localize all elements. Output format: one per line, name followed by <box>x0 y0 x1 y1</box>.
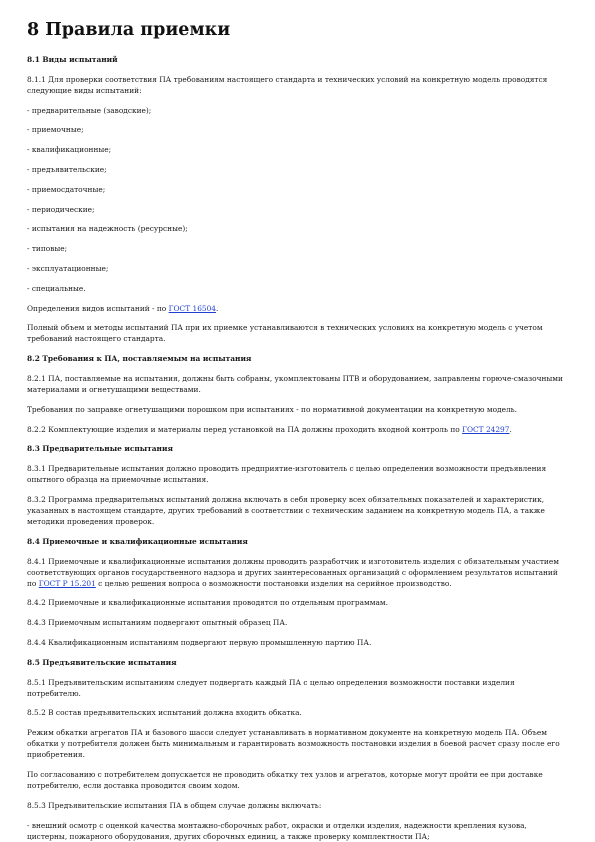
paragraph: По согласованию с потребителем допускается не проводить обкатку тех узлов и агрегатов, которые могут пройти ее при доставке потребителю, если доставка проводится своим ходом. <box>27 769 543 790</box>
paragraph: 8.5.2 В состав предъявительских испытаний должна входить обкатка. <box>27 708 302 718</box>
paragraph: 8.4.4 Квалификационным испытаниям подвергают первую промышленную партию ПА. <box>27 637 372 647</box>
paragraph: - приемосдаточные; <box>27 184 106 194</box>
paragraph: Режим обкатки агрегатов ПА и базового шасси следует устанавливать в нормативном документе на конкретную модель ПА. Объем обкатки у потребителя должен быть минимальным и гарантировать возможность постановки изделия в боевой расчет сразу после его приобретения. <box>27 728 560 760</box>
section-heading: 8.4 Приемочные и квалификационные испытания <box>27 536 248 546</box>
paragraph: - квалификационные; <box>27 145 112 155</box>
standard-link[interactable]: ГОСТ 24297 <box>462 424 510 434</box>
paragraph: 8.2.2 Комплектующие изделия и материалы перед установкой на ПА должны проходить входной контроль по ГОСТ 24297. <box>27 424 512 434</box>
paragraph: - специальные. <box>27 283 86 293</box>
paragraph: - испытания на надежность (ресурсные); <box>27 224 188 234</box>
document-body <box>27 54 568 842</box>
paragraph: 8.5.3 Предъявительские испытания ПА в общем случае должны включать: <box>27 800 322 810</box>
section-heading: 8.5 Предъявительские испытания <box>27 657 177 667</box>
section-heading: 8.1 Виды испытаний <box>27 55 118 64</box>
paragraph: - типовые; <box>27 244 68 254</box>
paragraph: 8.5.1 Предъявительским испытаниям следует подвергать каждый ПА с целью определения возможности поставки изделия потребителю. <box>27 677 515 698</box>
paragraph: 8.3.1 Предварительные испытания должно проводить предприятие-изготовитель с целью определения возможности предъявления опытного образца на приемочные испытания. <box>27 464 547 485</box>
paragraph: 8.1.1 Для проверки соответствия ПА требованиям настоящего стандарта и технических условий на конкретную модель проводятся следующие виды испытаний: <box>27 74 548 95</box>
paragraph: 8.4.2 Приемочные и квалификационные испытания проводятся по отдельным программам. <box>27 598 388 608</box>
paragraph: - эксплуатационные; <box>27 263 109 273</box>
paragraph: - периодические; <box>27 204 95 214</box>
section-heading: 8.3 Предварительные испытания <box>27 444 173 454</box>
paragraph: 8.3.2 Программа предварительных испытаний должна включать в себя проверку всех обязательных показателей и характеристик, указанных в настоящем стандарте, других требований в соответствии с техническим заданием на конкретную модель ПА, а также методики проведения проверок. <box>27 494 545 526</box>
page-title: 8 Правила приемки <box>27 20 231 40</box>
paragraph: Определения видов испытаний - по ГОСТ 16504. <box>27 303 219 313</box>
paragraph: Полный объем и методы испытаний ПА при их приемке устанавливаются в технических условиях на конкретную модель с учетом требований настоящего стандарта. <box>27 323 543 344</box>
paragraph: 8.4.3 Приемочным испытаниям подвергают опытный образец ПА. <box>27 618 288 628</box>
standard-link[interactable]: ГОСТ 16504 <box>168 303 217 313</box>
paragraph: 8.2.1 ПА, поставляемые на испытания, должны быть собраны, укомплектованы ПТВ и оборудованием, заправлены горюче-смазочными материалами и огнетушащими веществами. <box>27 373 563 394</box>
paragraph: - предварительные (заводские); <box>27 105 152 115</box>
standard-link[interactable]: ГОСТ Р 15.201 <box>38 578 96 588</box>
section-heading: 8.2 Требования к ПА, поставляемым на испытания <box>27 354 252 364</box>
paragraph: - внешний осмотр с оценкой качества монтажно-сборочных работ, окраски и отделки изделия, надежности крепления кузова, цистерны, пожарного оборудования, других сборочных единиц, а также проверку комплектности ПА; <box>27 820 527 841</box>
paragraph: - приемочные; <box>27 125 84 135</box>
paragraph: 8.4.1 Приемочные и квалификационные испытания должны проводить разработчик и изготовитель изделия с обязательным участием соответствующих органов государственного надзора и других заинтересованных организаций с оформлением результатов испытаний по ГОСТ Р 15.201 с целью решения вопроса о возможности постановки изделия на серийное производство. <box>27 556 559 588</box>
paragraph: Требования по заправке огнетушащими порошком при испытаниях - по нормативной документации на конкретную модель. <box>27 404 518 414</box>
paragraph: - предъявительские; <box>27 164 107 174</box>
